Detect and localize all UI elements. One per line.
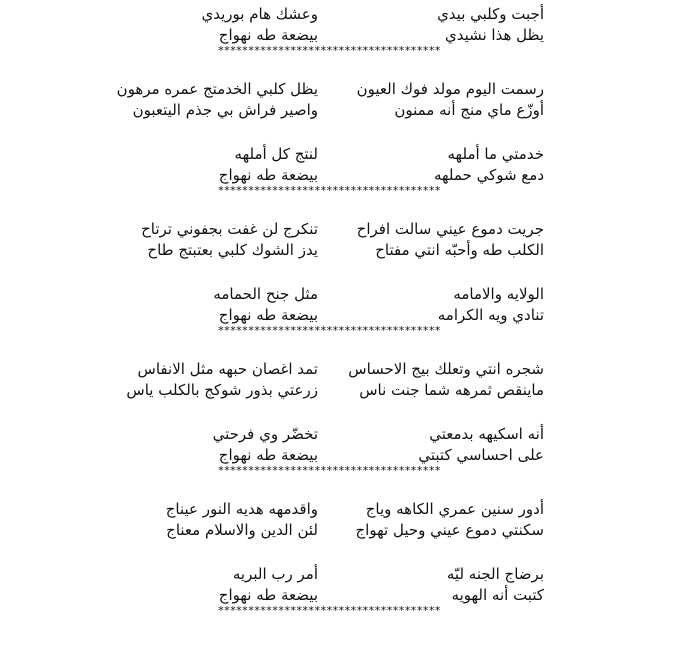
verse-line	[0, 100, 678, 121]
verse-second-hemistich: واصير فراش بي جذم اليتعبون	[132, 101, 318, 119]
verse-line	[0, 359, 678, 380]
verse-line	[0, 240, 678, 261]
verse-first-hemistich: ماينقص ثمرهه شما جنت ناس	[359, 381, 544, 399]
verse-line	[0, 305, 678, 326]
verse-second-hemistich: بيضعة طه نهواج	[218, 446, 318, 464]
verse-second-hemistich: وعشك هام بوريدي	[201, 5, 318, 23]
verse-line	[0, 424, 678, 445]
verse-first-hemistich: أجبت وكلبي بيدي	[437, 5, 544, 23]
separator: *************************************	[217, 44, 441, 57]
verse-first-hemistich: برضاج الجنه ليّه	[446, 565, 544, 583]
separator: *************************************	[217, 604, 441, 617]
verse-first-hemistich: أوزّع ماي منج أنه ممنون	[394, 101, 544, 119]
verse-first-hemistich: أدور سنين عمري الكاهه وياج	[365, 500, 544, 518]
verse-second-hemistich: زرعتي بذور شوكج بالكلب ياس	[126, 381, 318, 399]
verse-line	[0, 520, 678, 541]
verse-line	[0, 79, 678, 100]
verse-second-hemistich: بيضعة طه نهواج	[218, 26, 318, 44]
verse-second-hemistich: تنكرج لن غفت بجفوني ترتاح	[141, 220, 318, 238]
verse-line	[0, 445, 678, 466]
verse-first-hemistich: سكنتي دموع عيني وحيل تهواج	[355, 521, 544, 539]
verse-line	[0, 165, 678, 186]
verse-first-hemistich: دمع شوكي حملهه	[433, 166, 544, 184]
separator: *************************************	[217, 324, 441, 337]
verse-line	[0, 284, 678, 305]
verse-second-hemistich: بيضعة طه نهواج	[218, 306, 318, 324]
verse-line	[0, 585, 678, 606]
verse-first-hemistich: يظل هذا نشيدي	[444, 26, 544, 44]
verse-first-hemistich: كتبت أنه الهويه	[451, 586, 544, 604]
verse-second-hemistich: أمر رب البريه	[232, 565, 318, 583]
verse-line	[0, 219, 678, 240]
verse-first-hemistich: شجره انتي وتعلك بيج الاحساس	[348, 360, 544, 378]
separator: *************************************	[217, 464, 441, 477]
separator: *************************************	[217, 184, 441, 197]
verse-second-hemistich: تخضّر وي فرحتي	[212, 425, 318, 443]
verse-second-hemistich: لنتج كل أملهه	[234, 145, 318, 163]
verse-line	[0, 144, 678, 165]
verse-first-hemistich: على احساسي كتبتي	[418, 446, 544, 464]
verse-first-hemistich: جريت دموع عيني سالت افراح	[356, 220, 544, 238]
verse-second-hemistich: تمد اغصان حبهه مثل الانفاس	[137, 360, 318, 378]
poem	[0, 4, 678, 616]
verse-first-hemistich: تنادي ويه الكرامه	[437, 306, 544, 324]
verse-first-hemistich: رسمت اليوم مولد فوك العيون	[356, 80, 544, 98]
verse-first-hemistich: الولايه والامامه	[453, 285, 544, 303]
verse-second-hemistich: مثل جنح الحمامه	[213, 285, 318, 303]
verse-second-hemistich: يدز الشوك كلبي بعتبتج طاح	[147, 241, 318, 259]
verse-first-hemistich: الكلب طه وأحبّه انتي مفتاح	[375, 241, 544, 259]
verse-line	[0, 25, 678, 46]
verse-second-hemistich: واقدمهه هديه النور عيناج	[165, 500, 318, 518]
verse-second-hemistich: يظل كلبي الخدمتج عمره مرهون	[116, 80, 318, 98]
verse-second-hemistich: لئن الدين والاسلام معناج	[166, 521, 318, 539]
verse-line	[0, 499, 678, 520]
verse-second-hemistich: بيضعة طه نهواج	[218, 166, 318, 184]
verse-line	[0, 380, 678, 401]
verse-second-hemistich: بيضعة طه نهواج	[218, 586, 318, 604]
verse-first-hemistich: أنه اسكيهه بدمعتي	[429, 425, 544, 443]
verse-line	[0, 4, 678, 25]
verse-first-hemistich: خدمتي ما أملهه	[447, 145, 544, 163]
verse-line	[0, 564, 678, 585]
